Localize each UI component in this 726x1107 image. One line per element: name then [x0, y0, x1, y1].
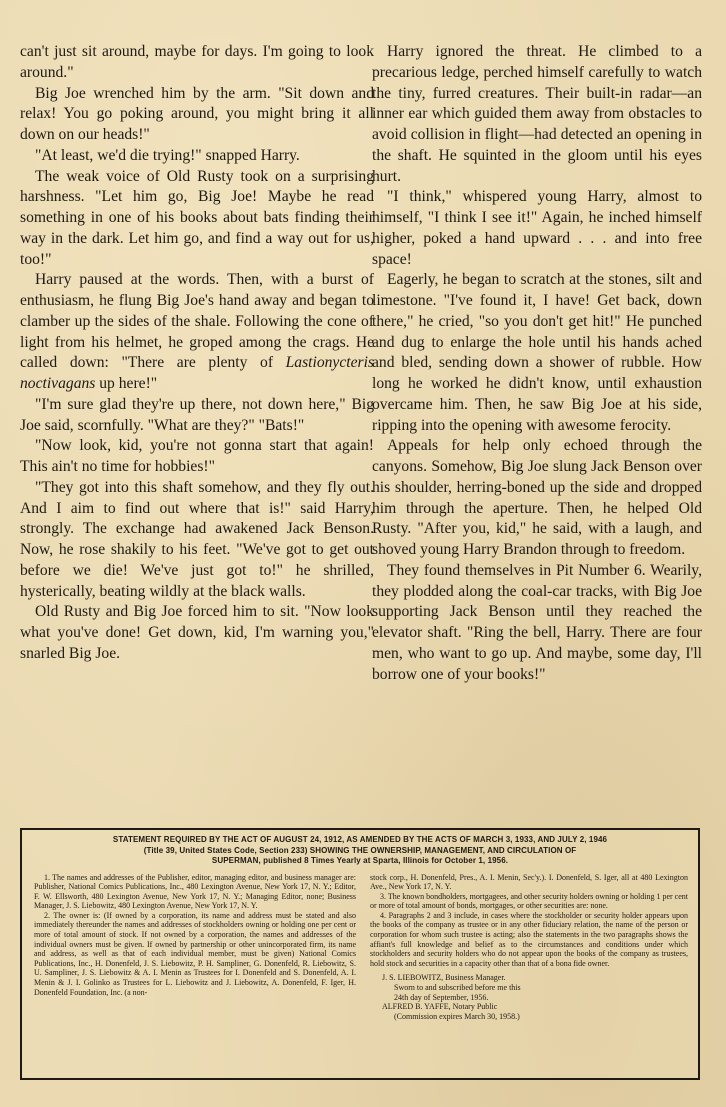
story-paragraph: "They got into this shaft somehow, and they fly out. And I aim to find out where that is!" said Harry, strongly. The exchange had awakened Jack Benson. Now, he rose shakily to his feet. "We've got to get out before we die! We've just got to!" he shrilled, hysterically, beating wildly at the black walls.	[20, 478, 374, 600]
statement-heading-line: (Title 39, United States Code, Section 233) SHOWING THE OWNERSHIP, MANAGEMENT, AND CIRCULATION OF	[143, 845, 577, 855]
statement-paragraph: 4. Paragraphs 2 and 3 include, in cases where the stockholder or security holder appears upon the books of the company as trustee or in any other fiduciary relation, the name of the person or corporation for whom such trustee is acting; also the statements in the two paragraphs shows the affiant's full knowledge and belief as to the circumstances and conditions under which stockholders and security holders who do not appear upon the books of the company as trustees, hold stock and securities in a capacity other than that of a bona fide owner.	[370, 910, 688, 968]
story-text: Harry paused at the words. Then, with a burst of enthusiasm, he flung Big Joe's hand away and began to clamber up the sides of the shale. Following the cone of light from his helmet, he groped among the crags. He called down: "There are plenty of	[20, 271, 374, 372]
statement-body	[34, 872, 689, 1061]
story-right-column	[372, 42, 702, 685]
story-paragraph: Appeals for help only echoed through the canyons. Somehow, Big Joe slung Jack Benson over his shoulder, herring-boned up the side and dropped him through the aperture. Then, he helped Old Rusty. "After you, kid," he said, with a laugh, and shoved young Harry Brandon through to freedom.	[372, 437, 702, 558]
story-paragraph: "I'm sure glad they're up there, not down here," Big Joe said, scornfully. "What are they?" "Bats!"	[20, 395, 374, 434]
statement-heading-line: STATEMENT REQUIRED BY THE ACT OF AUGUST 24, 1912, AS AMENDED BY THE ACTS OF MARCH 3, 1933, AND JULY 2, 1946	[112, 835, 608, 844]
statement-paragraph: 2. The owner is: (If owned by a corporation, its name and address must be stated and also immediately thereunder the names and addresses of stockholders owning or holding one per cent or more of total amount of stock. If not owned by a corporation, the names and addresses of the individual owners must be given. If owned by partnership or other unincorporated firm, its name and address, as well as that of each individual member, must be given) National Comics Publications, Inc., H. Donenfeld, J. S. Liebowitz, P. H. Sampliner, G. Donenfeld, R. Liebowitz, S. U. Sampliner, J. S. Liebowitz & A. I. Menin as Trustees for I. Donenfeld and S. Donenfeld, A. I. Menin & J. I. Golinko as Trustees for L. Liebowitz and J. Liebowitz, A. Donenfeld, F. Iger, H. Donenfeld Foundation, Inc. (a non-	[34, 910, 356, 997]
story-paragraph: Harry ignored the threat. He climbed to a precarious ledge, perched himself carefully to watch the tiny, furred creatures. Their built-in radar—an inner ear which guided them away from obstacles to avoid collision in flight—had detected an opening in the shaft. He squinted in the gloom until his eyes hurt.	[372, 43, 702, 185]
story-paragraph: "I think," whispered young Harry, almost to himself, "I think I see it!" Again, he inched himself higher, poked a hand upward . . . and into free space!	[372, 188, 702, 268]
story-paragraph: "At least, we'd die trying!" snapped Harry.	[35, 146, 300, 164]
story-paragraph: They found themselves in Pit Number 6. Wearily, they plodded along the coal-car tracks, with Big Joe supporting Jack Benson until they reached the elevator shaft. "Ring the bell, Harry. There are four men, who want to go up. And maybe, some day, I'll borrow one of your books!"	[372, 561, 702, 683]
statement-signature	[382, 973, 688, 1021]
story-paragraph: Old Rusty and Big Joe forced him to sit. "Now look what you've done! Get down, kid, I'm warning you," snarled Big Joe.	[20, 603, 374, 662]
signature-line: J. S. LIEBOWITZ, Business Manager.	[382, 973, 506, 983]
story-text: up here!"	[95, 375, 158, 392]
statement-paragraph: stock corp., H. Donenfeld, Pres., A. I. Menin, Sec'y.). I. Donenfeld, S. Iger, all at 480 Lexington Ave., New York 17, N. Y.	[370, 872, 688, 892]
statement-paragraph: 1. The names and addresses of the Publisher, editor, managing editor, and business manager are: Publisher, National Comics Publications, Inc., 480 Lexington Avenue, New York 17, N. Y.; Editor, F. W. Ellsworth, 480 Lexington Avenue, New York 17, N. Y.; Managing Editor, none; Business Manager, J. S. Liebowitz, 480 Lexington Avenue, New York 17, N. Y.	[34, 872, 356, 911]
bat-species-name: Lastionycteris noctivagans	[20, 354, 374, 392]
signature-line: ALFRED B. YAFFE, Notary Public	[382, 1002, 498, 1012]
story-paragraph: The weak voice of Old Rusty took on a surprising harshness. "Let him go, Big Joe! Maybe he read something in one of his books about bats finding their way in the dark. Let him go, and find a way out for us, too!"	[20, 167, 374, 268]
statement-right-column	[370, 873, 688, 1022]
signature-line: Sworn to and subscribed before me this	[394, 983, 521, 993]
story-paragraph: Eagerly, he began to scratch at the stones, silt and limestone. "I've found it, I have! Get back, down there," he cried, "so you don't get hit!" He punched and dug to enlarge the hole until his hands ached and bled, sending down a shower of rubble. How long he worked he didn't know, until exhaustion overcame him. Then, he saw Big Joe at his side, ripping into the opening with awesome ferocity.	[372, 271, 702, 434]
story-paragraph: Big Joe wrenched him by the arm. "Sit down and relax! You go poking around, you might bring it all down on our heads!"	[20, 84, 374, 143]
statement-left-column	[34, 873, 356, 998]
signature-line: 24th day of September, 1956.	[394, 992, 489, 1002]
story-paragraph	[20, 270, 374, 395]
story-paragraph: can't just sit around, maybe for days. I'm going to look around."	[20, 43, 374, 81]
statement-heading	[34, 835, 686, 867]
signature-line: (Commission expires March 30, 1958.)	[394, 1011, 520, 1021]
ownership-statement-box	[20, 828, 700, 1080]
story-paragraph: "Now look, kid, you're not gonna start that again! This ain't no time for hobbies!"	[20, 437, 374, 475]
statement-heading-line: SUPERMAN, published 8 Times Yearly at Sparta, Illinois for October 1, 1956.	[211, 856, 509, 865]
statement-paragraph: 3. The known bondholders, mortgagees, and other security holders owning or holding 1 per cent or more of total amount of bonds, mortgages, or other securities are: none.	[370, 891, 689, 911]
story-left-column	[20, 42, 374, 665]
